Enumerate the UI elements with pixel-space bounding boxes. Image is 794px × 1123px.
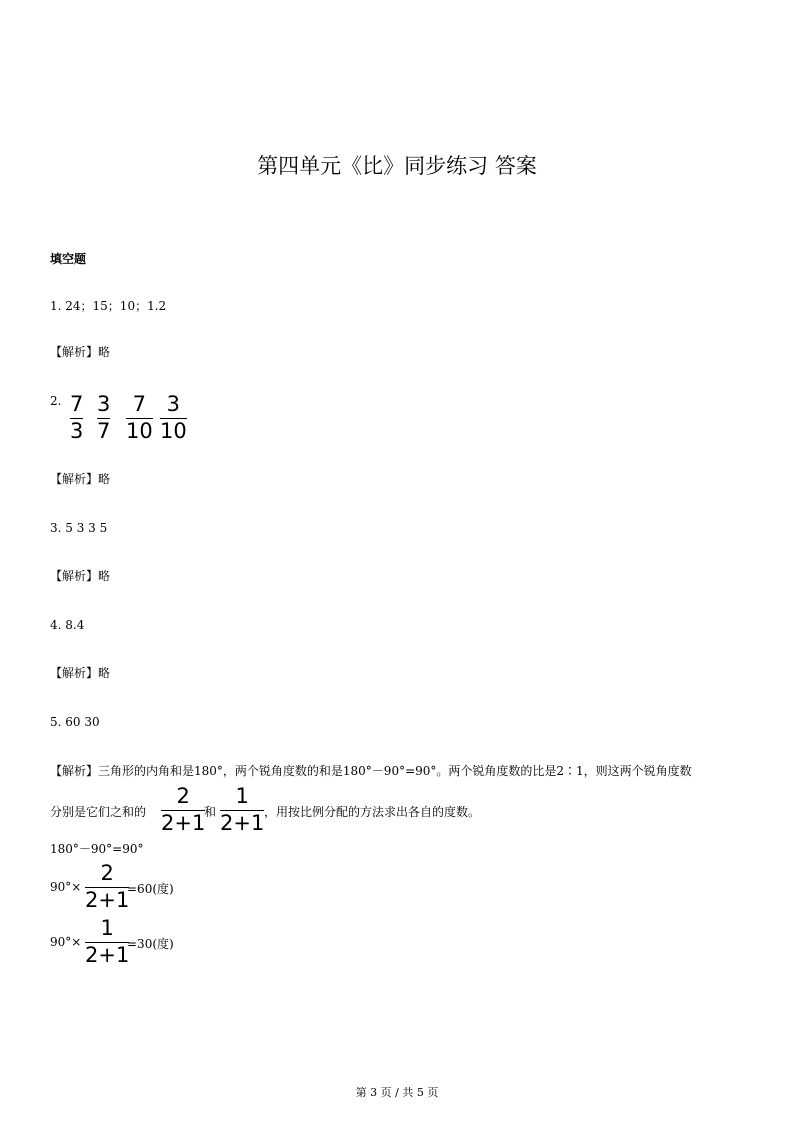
- denominator: 2+1: [85, 888, 130, 912]
- q5-calc-3-prefix: 90°×: [50, 935, 82, 949]
- q5-calc-3-fraction: [85, 918, 129, 966]
- q2-analysis: 【解析】略: [50, 472, 111, 486]
- q2-number: 2.: [50, 394, 62, 408]
- q2-fraction-3: [126, 394, 153, 442]
- numerator: 1: [235, 784, 249, 808]
- q5-calc-2-fraction: [85, 863, 129, 911]
- page-footer: 第 3 页 / 共 5 页: [355, 1086, 439, 1099]
- q2-fraction-2: [97, 394, 110, 442]
- q3-analysis: 【解析】略: [50, 569, 111, 583]
- denominator: 3: [70, 419, 84, 443]
- numerator: 1: [100, 916, 114, 940]
- denominator: 2+1: [161, 811, 206, 835]
- denominator: 2+1: [220, 811, 265, 835]
- q5-analysis-line2-end: ，用按比例分配的方法求出各自的度数。: [264, 805, 481, 819]
- numerator: 3: [166, 392, 181, 416]
- numerator: 3: [97, 392, 111, 416]
- q5-calc-1: 180°－90°=90°: [50, 842, 144, 856]
- page-title: 第四单元《比》同步练习 答案: [257, 154, 537, 178]
- q5-calc-2-suffix: =60(度): [127, 882, 174, 896]
- section-heading: 填空题: [50, 252, 87, 266]
- q5-calc-3-suffix: =30(度): [127, 937, 174, 951]
- numerator: 7: [70, 392, 84, 416]
- denominator: 10: [160, 419, 187, 443]
- q2-fraction-1: [70, 394, 83, 442]
- q4-answer: 4. 8.4: [50, 618, 85, 632]
- numerator: 2: [176, 784, 190, 808]
- denominator: 10: [126, 419, 153, 443]
- q5-fraction-b: [220, 786, 264, 834]
- q3-answer: 3. 5 3 3 5: [50, 521, 108, 535]
- denominator: 7: [97, 419, 111, 443]
- q5-calc-2-prefix: 90°×: [50, 880, 82, 894]
- q5-fraction-a: [161, 786, 205, 834]
- q1-analysis: 【解析】略: [50, 345, 111, 359]
- q4-analysis: 【解析】略: [50, 666, 111, 680]
- q2-fraction-4: [160, 394, 187, 442]
- numerator: 2: [100, 861, 114, 885]
- q1-answer: 1. 24；15；10；1.2: [50, 299, 167, 313]
- q5-analysis-line2-start: 分别是它们之和的: [50, 805, 147, 819]
- denominator: 2+1: [85, 943, 130, 967]
- q5-analysis-line1: 【解析】三角形的内角和是180°，两个锐角度数的和是180°－90°=90°。两个锐角度数的比是2∶1，则这两个锐角度数: [50, 764, 692, 778]
- numerator: 7: [132, 392, 147, 416]
- q5-analysis-line2-and: 和: [204, 805, 217, 819]
- q5-answer: 5. 60 30: [50, 715, 100, 729]
